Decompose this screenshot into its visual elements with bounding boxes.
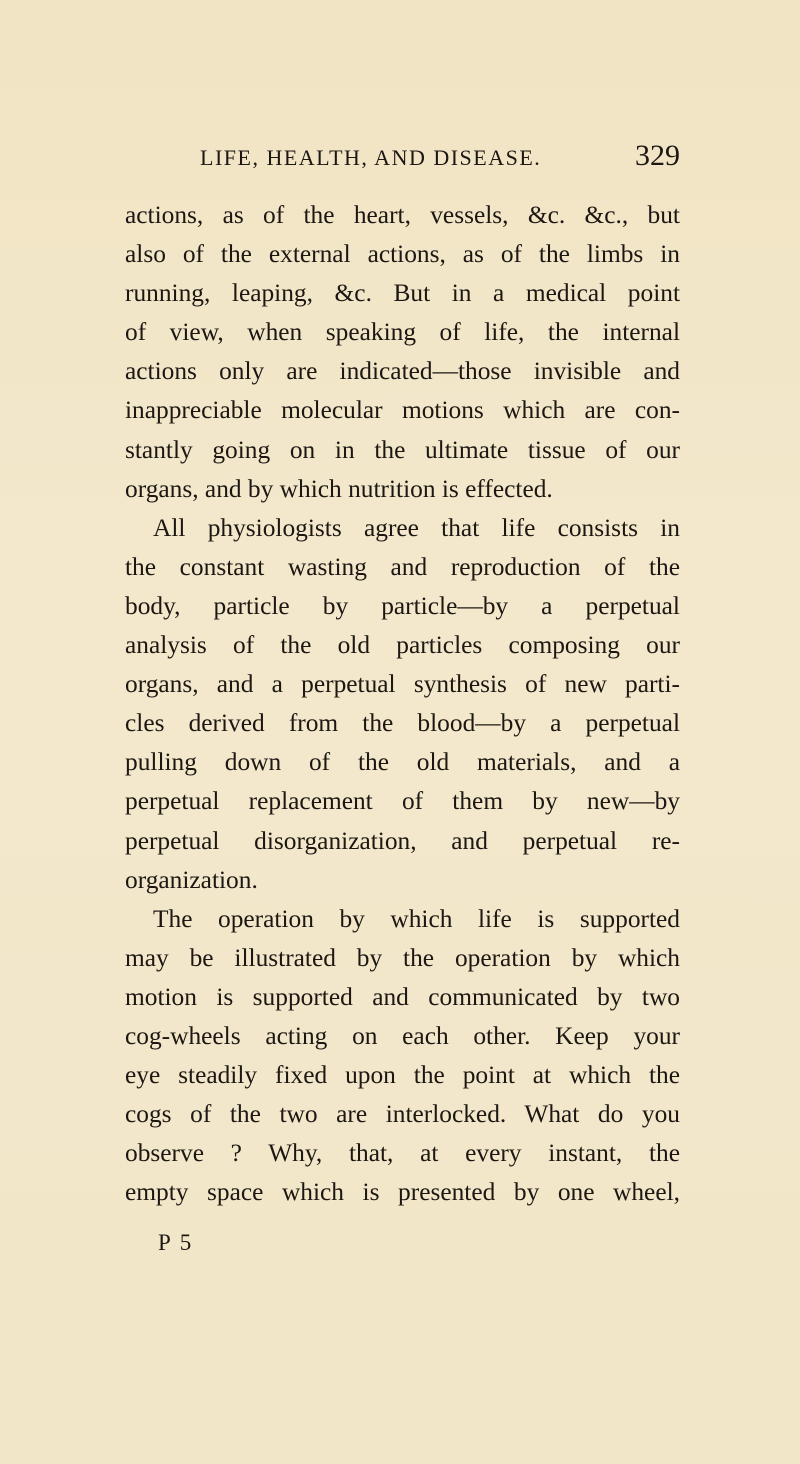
text-line: the constant wasting and reproduction of the <box>125 552 680 581</box>
text-line: inappreciable molecular motions which are con- <box>125 396 680 425</box>
text-line: cog-wheels acting on each other. Keep your <box>125 1021 680 1050</box>
body-text <box>125 196 680 1212</box>
text-line: The operation by which life is supported <box>153 904 680 933</box>
text-line: organs, and by which nutrition is effected. <box>125 474 553 503</box>
text-line: cogs of the two are interlocked. What do you <box>125 1100 680 1129</box>
running-head: LIFE, HEALTH, AND DISEASE. <box>200 145 542 170</box>
text-line: eye steadily fixed upon the point at which the <box>125 1061 680 1090</box>
text-line: empty space which is presented by one wheel, <box>125 1178 680 1207</box>
text-line: of view, when speaking of life, the internal <box>125 318 680 347</box>
text-line: actions, as of the heart, vessels, &c. &c., but <box>125 201 680 229</box>
text-line: pulling down of the old materials, and a <box>125 748 680 777</box>
text-line: motion is supported and communicated by two <box>125 982 680 1011</box>
text-line: may be illustrated by the operation by which <box>125 943 680 972</box>
page-header <box>200 139 680 183</box>
text-line: organization. <box>125 865 258 894</box>
text-line: actions only are indicated—those invisible and <box>125 357 680 386</box>
text-line: stantly going on in the ultimate tissue of our <box>125 435 680 464</box>
text-line: also of the external actions, as of the limbs in <box>125 240 680 269</box>
text-line: perpetual disorganization, and perpetual re- <box>125 826 680 855</box>
text-line: body, particle by particle—by a perpetual <box>125 591 680 620</box>
text-line: running, leaping, &c. But in a medical point <box>125 279 680 308</box>
signature-mark: P 5 <box>158 1230 194 1255</box>
text-line: organs, and a perpetual synthesis of new parti- <box>125 670 680 699</box>
text-line: observe ? Why, that, at every instant, the <box>125 1139 680 1168</box>
text-line: cles derived from the blood—by a perpetual <box>125 709 680 738</box>
text-line: analysis of the old particles composing our <box>125 631 680 660</box>
text-line: All physiologists agree that life consists in <box>153 513 680 542</box>
page-number: 329 <box>635 139 680 172</box>
text-line: perpetual replacement of them by new—by <box>125 787 680 816</box>
